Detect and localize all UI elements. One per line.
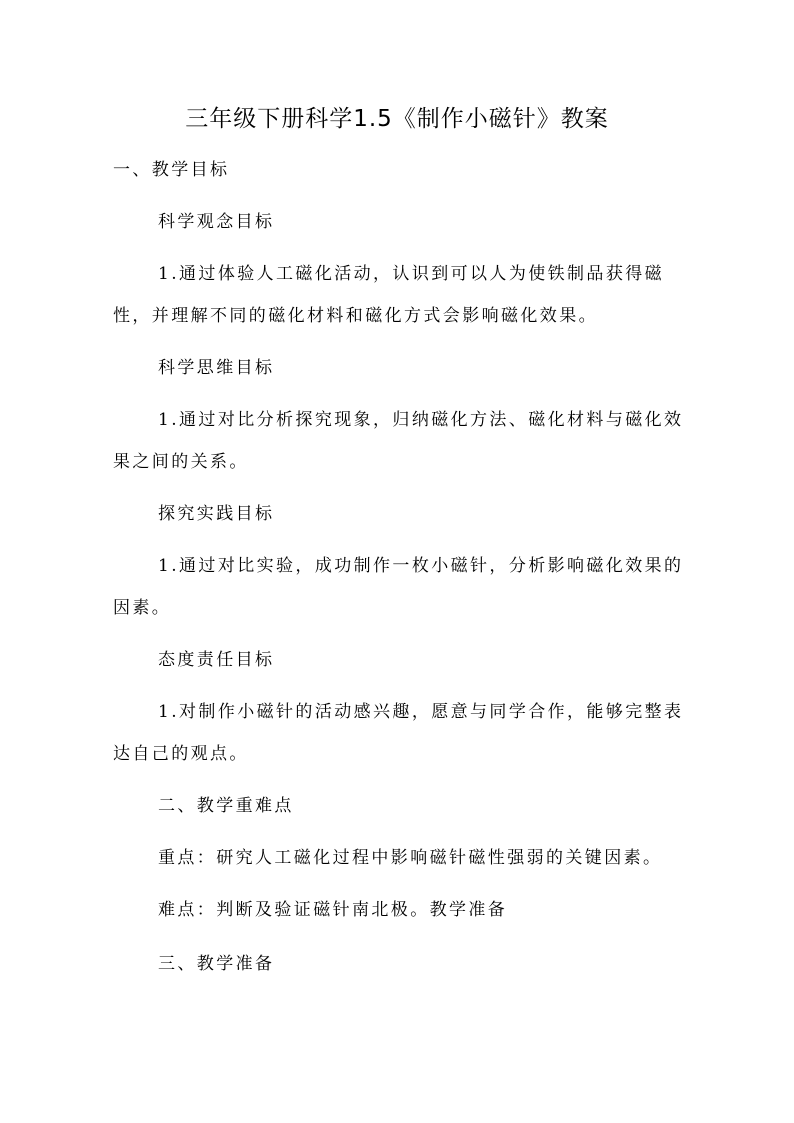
section-heading-preparation: 三、教学准备 <box>158 954 275 974</box>
paragraph-key-point: 重点：研究人工磁化过程中影响磁针磁性强弱的关键因素。 <box>158 848 663 868</box>
document-title: 三年级下册科学1.5《制作小磁针》教案 <box>185 106 609 132</box>
paragraph-line: 1.通过对比分析探究现象，归纳磁化方法、磁化材料与磁化效 <box>158 410 684 430</box>
subheading-science-concept: 科学观念目标 <box>158 212 275 232</box>
subheading-attitude: 态度责任目标 <box>158 650 275 670</box>
subheading-science-thinking: 科学思维目标 <box>158 358 275 378</box>
paragraph-line: 性，并理解不同的磁化材料和磁化方式会影响磁化效果。 <box>113 306 598 326</box>
paragraph-line: 因素。 <box>113 598 172 618</box>
section-heading-key-points: 二、教学重难点 <box>158 796 294 816</box>
section-heading-objectives: 一、教学目标 <box>113 160 230 180</box>
paragraph-line: 1.通过体验人工磁化活动，认识到可以人为使铁制品获得磁 <box>158 264 665 284</box>
subheading-inquiry-practice: 探究实践目标 <box>158 504 275 524</box>
paragraph-line: 果之间的关系。 <box>113 452 249 472</box>
paragraph-line: 达自己的观点。 <box>113 744 249 764</box>
paragraph-line: 1.对制作小磁针的活动感兴趣，愿意与同学合作，能够完整表 <box>158 702 684 722</box>
paragraph-line: 1.通过对比实验，成功制作一枚小磁针，分析影响磁化效果的 <box>158 556 684 576</box>
paragraph-difficult-point: 难点：判断及验证磁针南北极。教学准备 <box>158 900 508 920</box>
